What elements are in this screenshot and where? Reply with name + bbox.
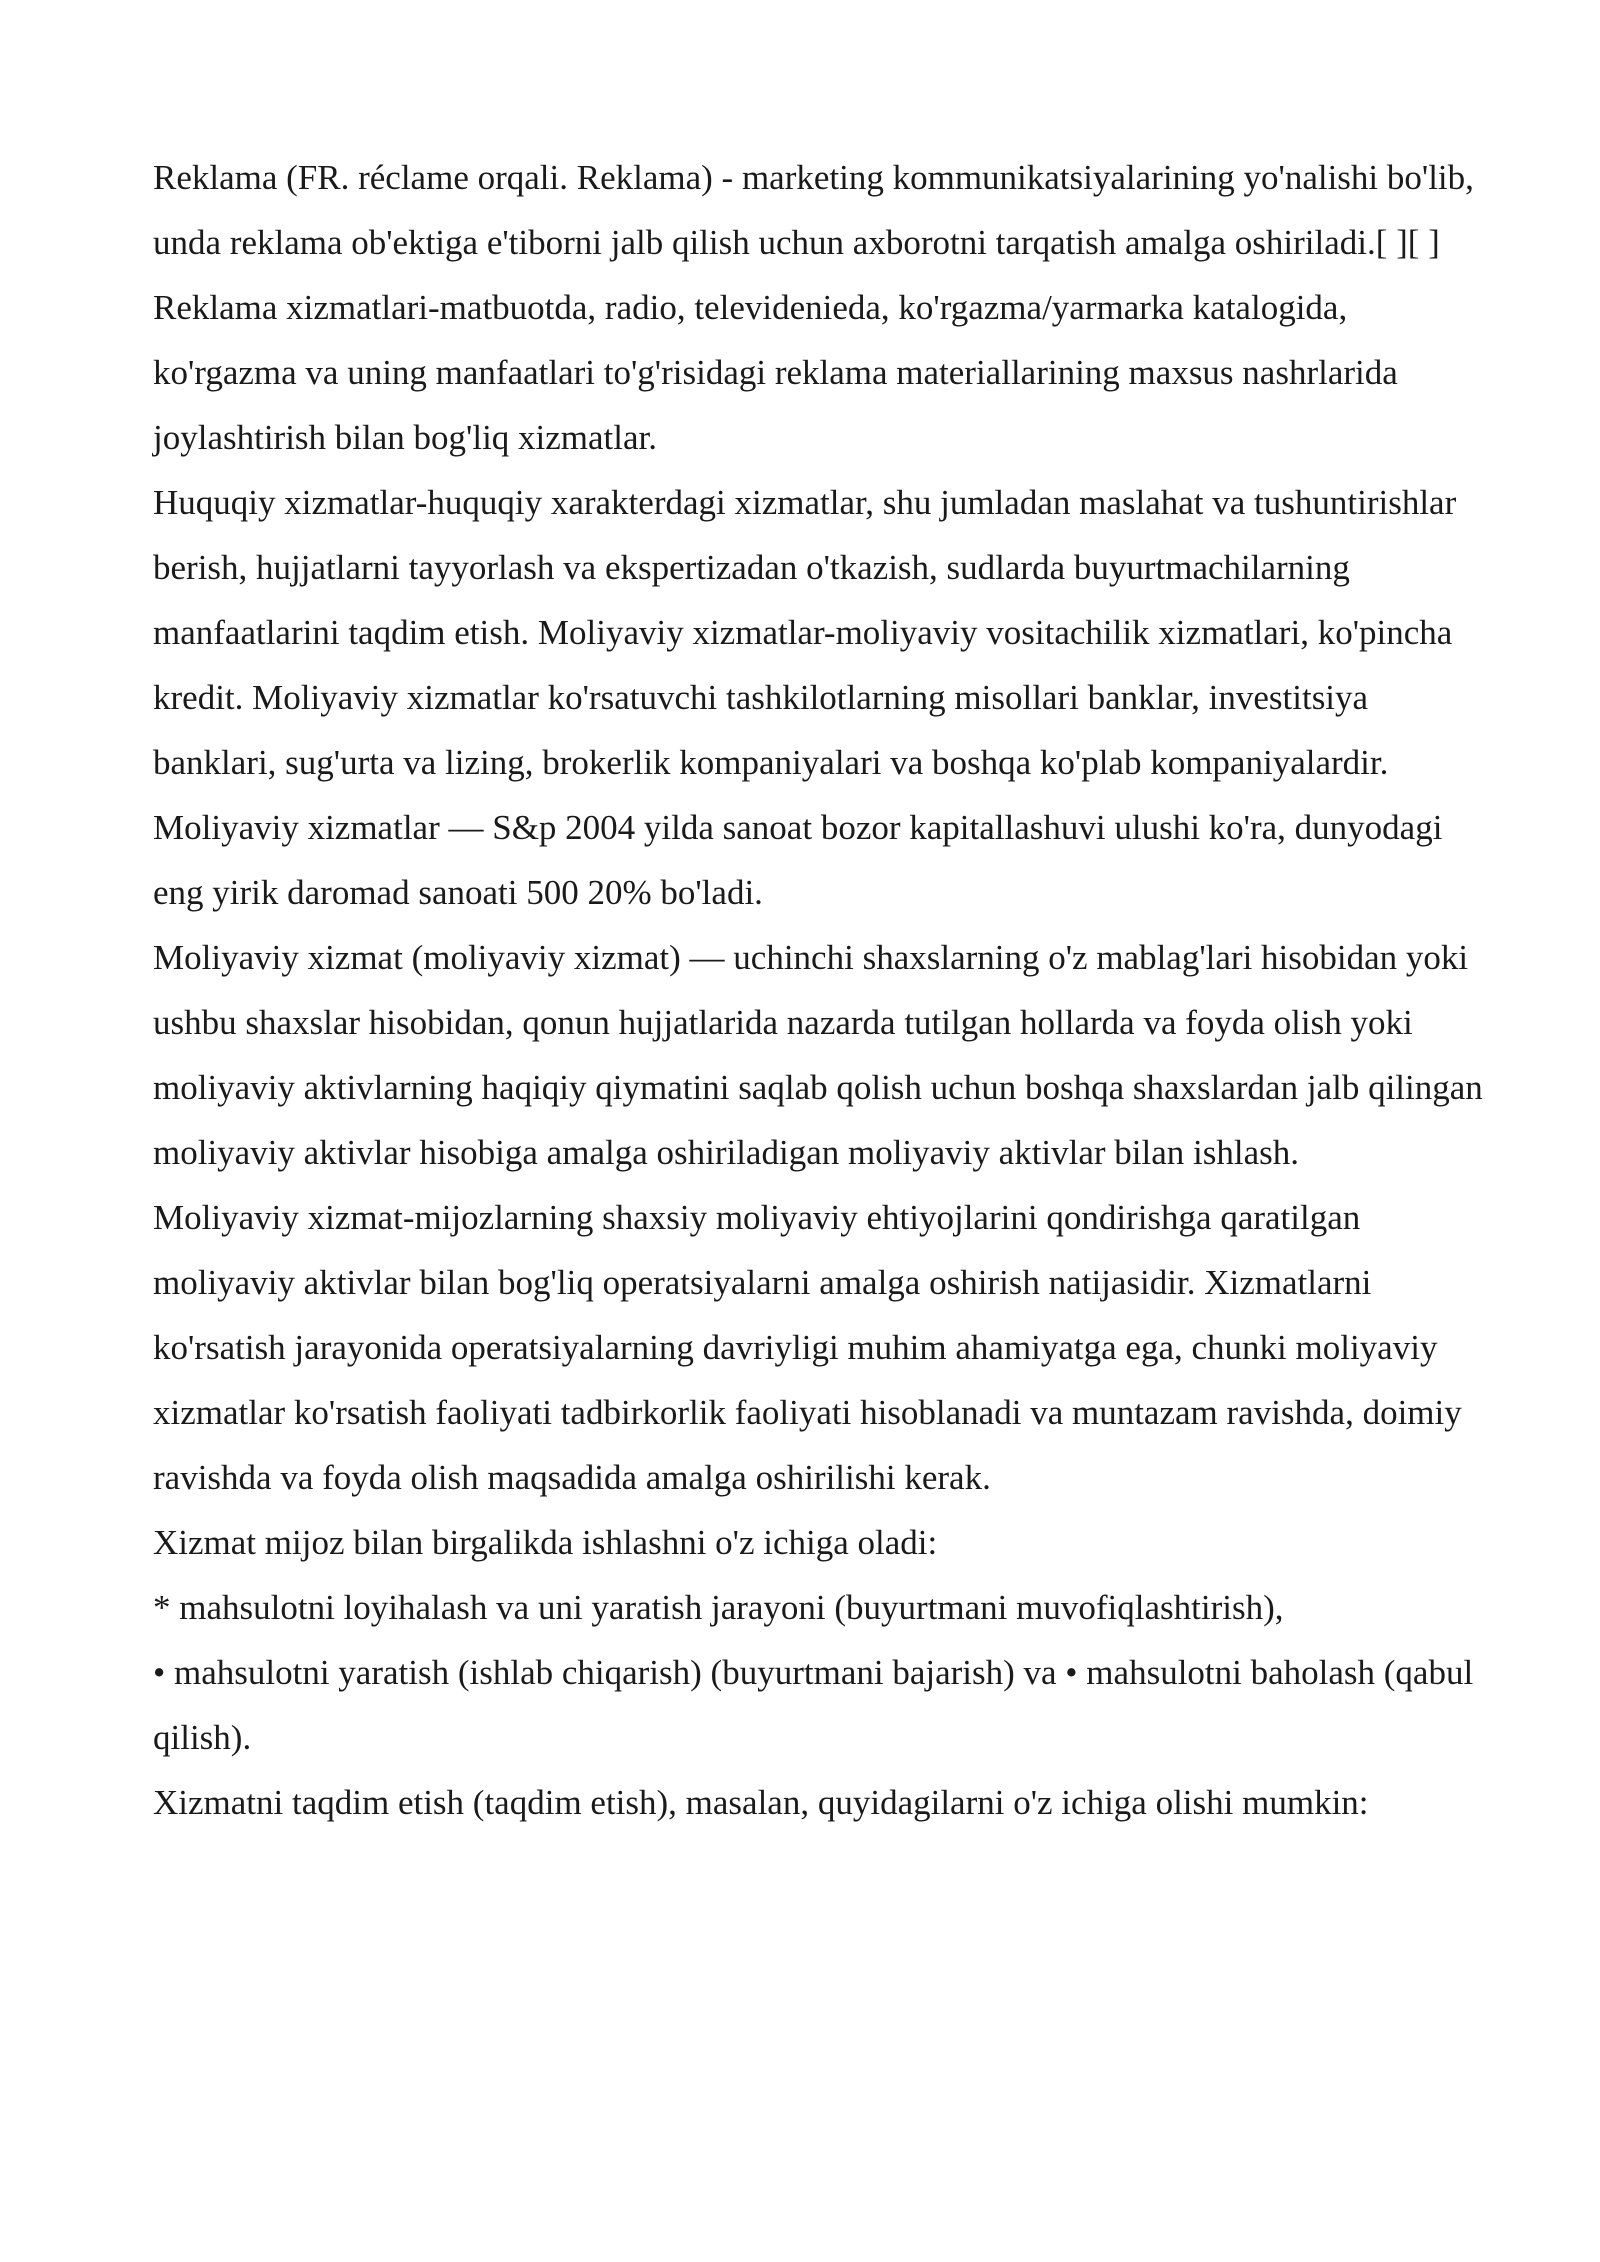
list-item-production-evaluation: • mahsulotni yaratish (ishlab chiqarish) (buyurtmani bajarish) va • mahsulotni baholash (qabul qilish). bbox=[153, 1653, 1474, 1757]
paragraph-financial-service-definition: Moliyaviy xizmat (moliyaviy xizmat) — uchinchi shaxslarning o'z mablag'lari hisobidan yoki ushbu shaxslar hisobidan, qonun hujjatlarida nazarda tutilgan hollarda va foyda olish yoki moliyaviy aktivlarning haqiqiy qiymatini saqlab qolish uchun boshqa shaxslardan jalb qilingan moliyaviy aktivlar hisobiga amalga oshiriladigan moliyaviy aktivlar bilan ishlash. bbox=[153, 938, 1483, 1172]
paragraph-advertising-definition: Reklama (FR. réclame orqali. Reklama) - marketing kommunikatsiyalarining yo'nalishi bo'lib, unda reklama ob'ektiga e'tiborni jalb qilish uchun axborotni tarqatish amalga oshiriladi.[ ][ ] bbox=[153, 158, 1474, 262]
paragraph-advertising-services: Reklama xizmatlari-matbuotda, radio, televidenieda, ko'rgazma/yarmarka katalogida, ko'rgazma va uning manfaatlari to'g'risidagi reklama materiallarining maxsus nashrlarida joylashtirish bilan bog'liq xizmatlar. bbox=[153, 288, 1398, 457]
paragraph-service-includes: Xizmat mijoz bilan birgalikda ishlashni o'z ichiga oladi: bbox=[153, 1523, 938, 1562]
list-item-design: * mahsulotni loyihalash va uni yaratish jarayoni (buyurtmani muvofiqlashtirish), bbox=[153, 1588, 1284, 1627]
paragraph-service-delivery: Xizmatni taqdim etish (taqdim etish), masalan, quyidagilarni o'z ichiga olishi mumkin: bbox=[153, 1783, 1369, 1822]
paragraph-legal-financial-services: Huquqiy xizmatlar-huquqiy xarakterdagi xizmatlar, shu jumladan maslahat va tushuntirishlar berish, hujjatlarni tayyorlash va ekspertizadan o'tkazish, sudlarda buyurtmachilarning manfaatlarini taqdim etish. Moliyaviy xizmatlar-moliyaviy vositachilik xizmatlari, ko'pincha kredit. Moliyaviy xizmatlar ko'rsatuvchi tashkilotlarning misollari banklar, investitsiya banklari, sug'urta va lizing, brokerlik kompaniyalari va boshqa ko'plab kompaniyalardir. Moliyaviy xizmatlar — S&p 2004 yilda sanoat bozor kapitallashuvi ulushi ko'ra, dunyodagi eng yirik daromad sanoati 500 20% bo'ladi. bbox=[153, 483, 1457, 912]
paragraph-financial-service-result: Moliyaviy xizmat-mijozlarning shaxsiy moliyaviy ehtiyojlarini qondirishga qaratilgan moliyaviy aktivlar bilan bog'liq operatsiyalarni amalga oshirish natijasidir. Xizmatlarni ko'rsatish jarayonida operatsiyalarning davriyligi muhim ahamiyatga ega, chunki moliyaviy xizmatlar ko'rsatish faoliyati tadbirkorlik faoliyati hisoblanadi va muntazam ravishda, doimiy ravishda va foyda olish maqsadida amalga oshirilishi kerak. bbox=[153, 1198, 1462, 1497]
document-body bbox=[153, 145, 1493, 1835]
